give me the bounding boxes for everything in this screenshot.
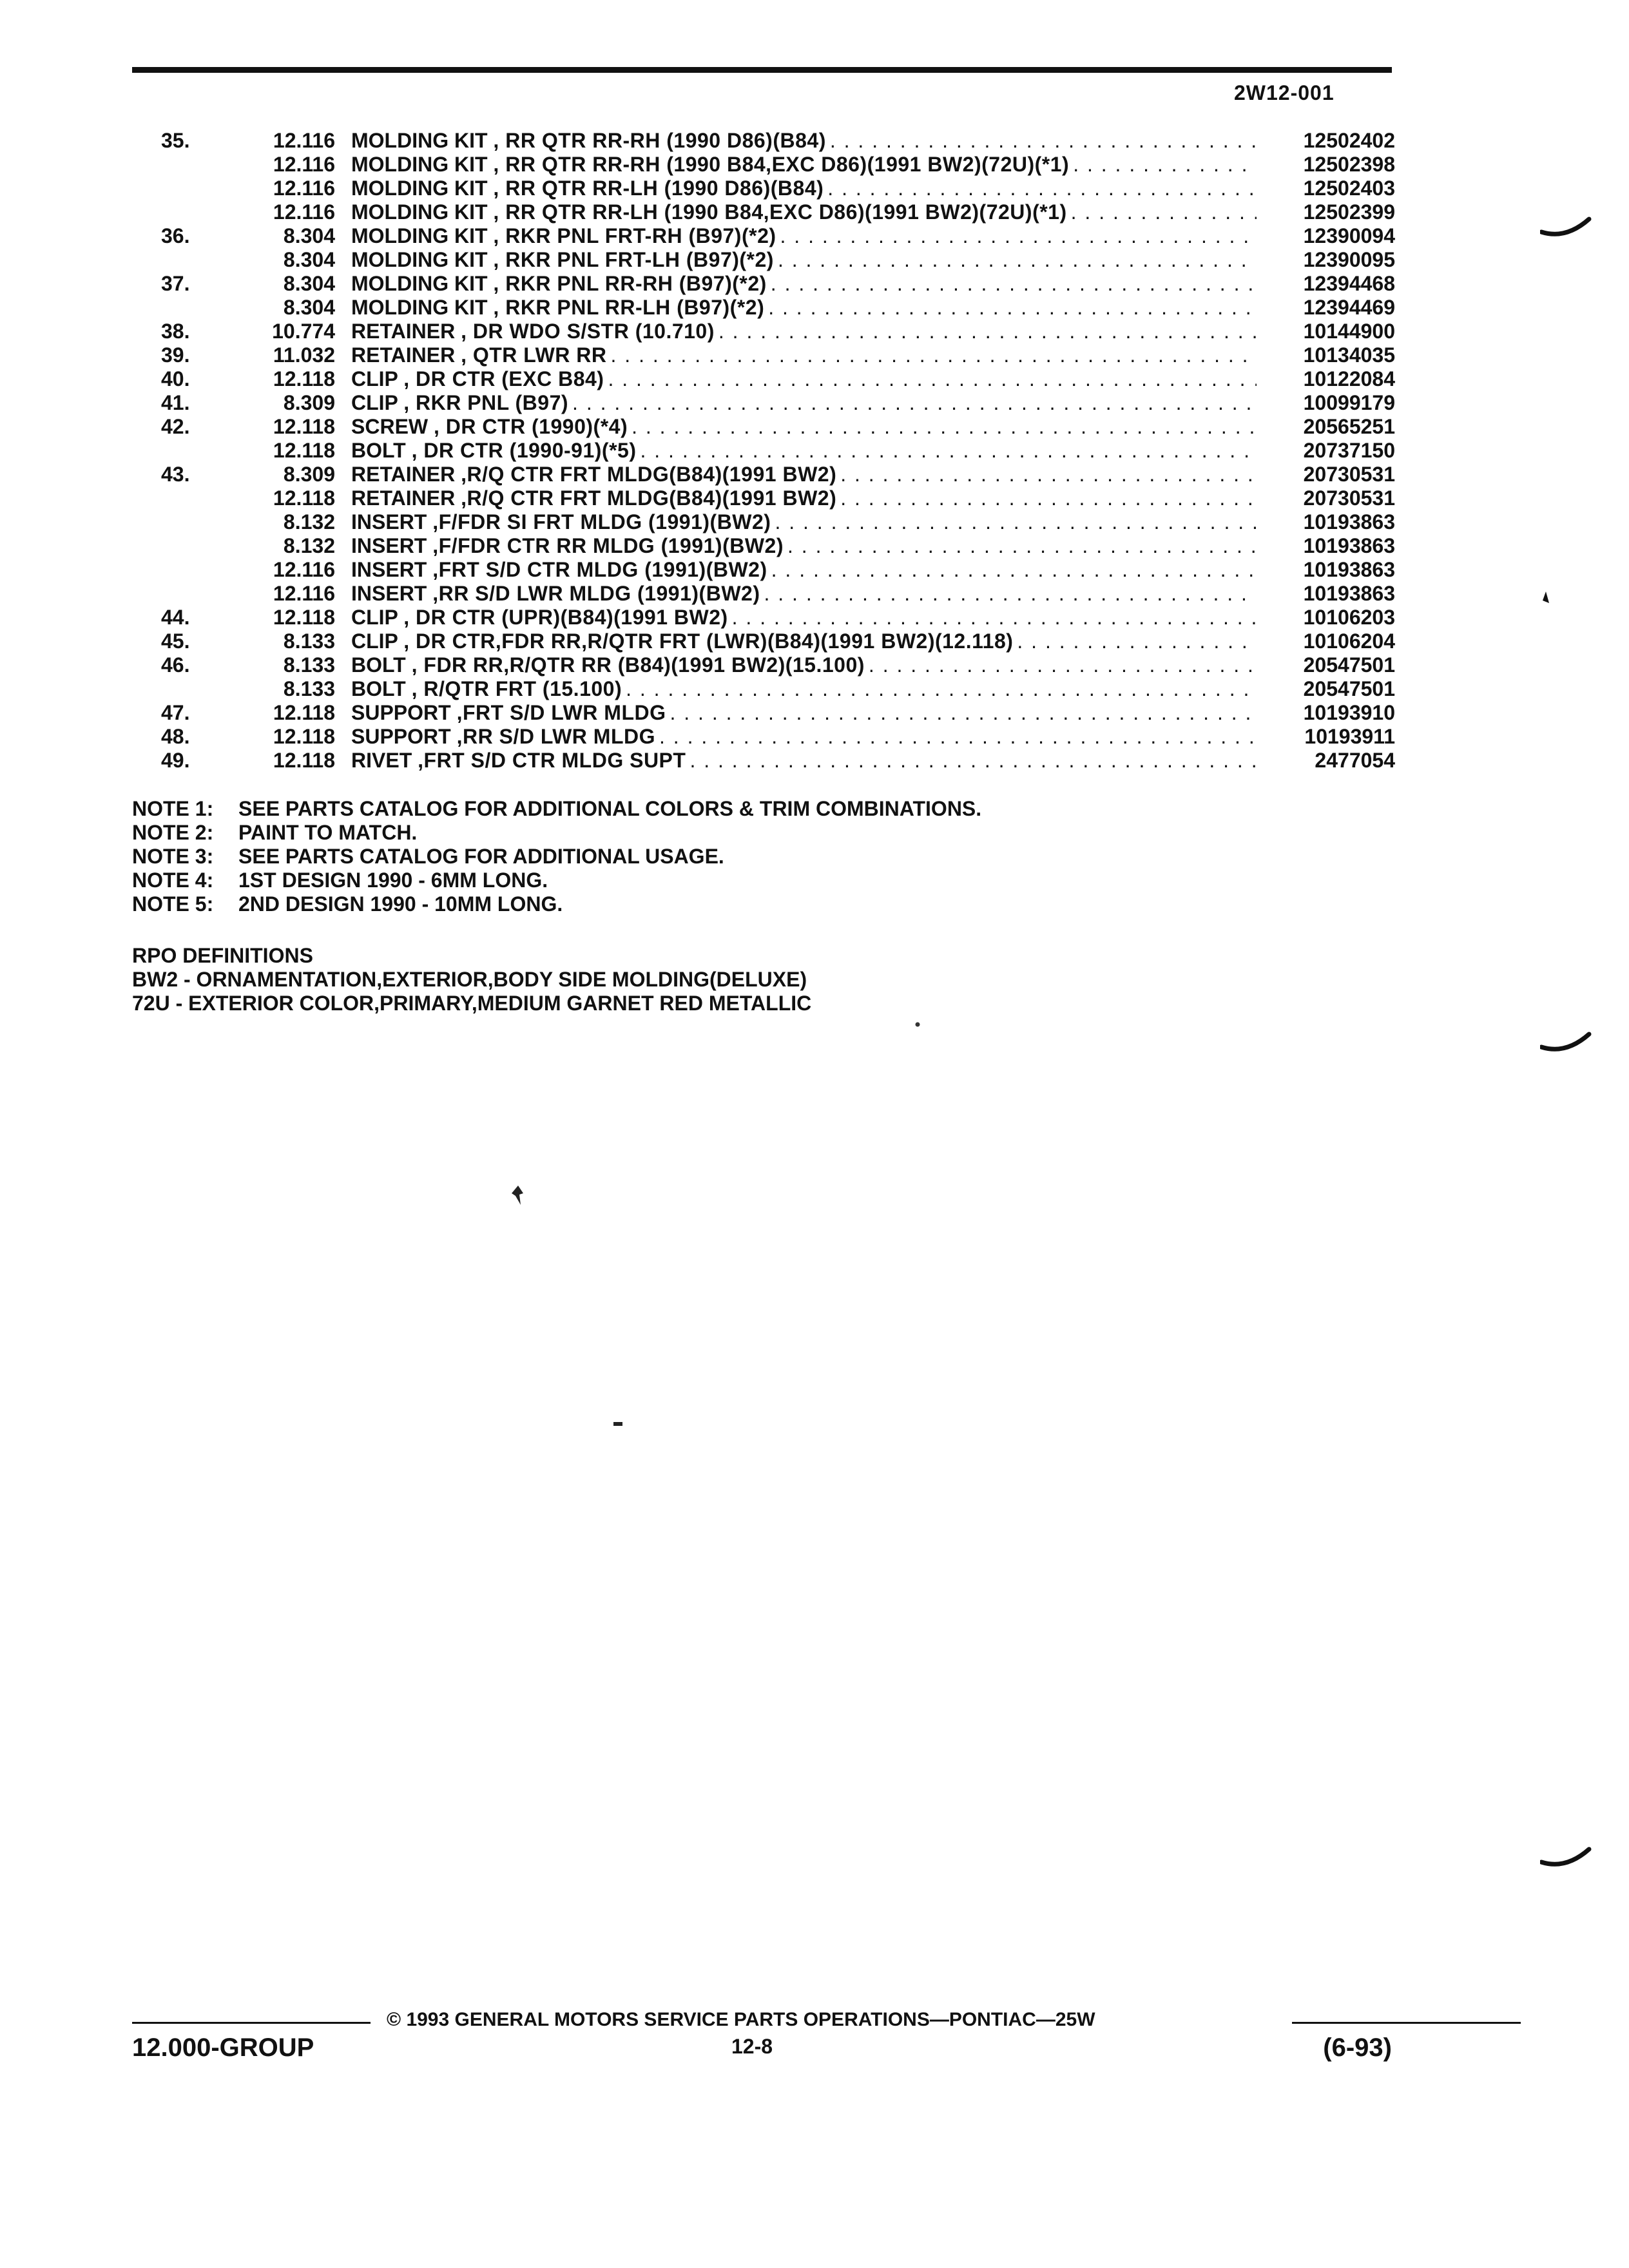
parts-row: [161, 200, 1395, 224]
parts-row: [161, 677, 1395, 701]
part-spec: , DR CTR,FDR RR,R/QTR FRT (LWR)(B84)(1991 BW2)(12.118): [403, 629, 1014, 653]
part-number: 12502403: [1303, 177, 1395, 200]
footer-date: (6-93): [1323, 2033, 1392, 2062]
parts-row: [161, 558, 1395, 582]
note-line: [132, 869, 981, 892]
description: [351, 272, 1257, 296]
part-spec: ,FRT S/D CTR MLDG (1991)(BW2): [432, 558, 767, 581]
description: [351, 486, 1257, 510]
binder-mark-icon: [1540, 1843, 1592, 1875]
part-spec: , RKR PNL RR-LH (B97)(*2): [493, 296, 765, 319]
part-name: BOLT: [351, 653, 406, 677]
parts-row: [161, 510, 1395, 534]
group-number: 8.304: [283, 224, 335, 247]
part-number: 12502399: [1303, 200, 1395, 224]
note-line: [132, 845, 981, 869]
footer-group: 12.000-GROUP: [132, 2033, 314, 2062]
group-number: 8.133: [283, 629, 335, 653]
description: [351, 391, 1257, 415]
ref-number: 36.: [161, 224, 190, 247]
part-number: 12502398: [1303, 153, 1395, 176]
parts-row: [161, 653, 1395, 677]
part-spec: ,RR S/D LWR MLDG: [456, 725, 655, 748]
group-number: 12.118: [273, 367, 335, 390]
part-number: 20737150: [1303, 439, 1395, 462]
part-number: 10106204: [1303, 629, 1395, 653]
part-name: BOLT: [351, 439, 406, 462]
part-spec: , DR CTR (EXC B84): [403, 367, 604, 390]
description: [351, 725, 1257, 749]
parts-row: [161, 439, 1395, 463]
part-name: CLIP: [351, 367, 398, 390]
part-name: SUPPORT: [351, 725, 451, 748]
parts-row: [161, 749, 1395, 773]
note-line: [132, 892, 981, 916]
part-name: MOLDING KIT: [351, 153, 488, 176]
top-rule: [132, 67, 1392, 73]
group-number: 8.132: [283, 534, 335, 557]
group-number: 12.118: [273, 486, 335, 510]
part-spec: ,FRT S/D CTR MLDG SUPT: [418, 749, 686, 772]
note-label: NOTE 3:: [132, 845, 214, 868]
group-number: 12.116: [273, 153, 335, 176]
speck-icon: [1542, 591, 1550, 603]
description: [351, 606, 1257, 629]
footer-copyright: © 1993 GENERAL MOTORS SERVICE PARTS OPERATIONS—PONTIAC—25W: [387, 2009, 1095, 2030]
parts-row: [161, 629, 1395, 653]
parts-row: [161, 320, 1395, 343]
parts-row: [161, 701, 1395, 725]
note-line: [132, 821, 981, 845]
description: [351, 343, 1257, 367]
group-number: 12.118: [273, 725, 335, 748]
ref-number: 38.: [161, 320, 190, 343]
part-spec: ,F/FDR CTR RR MLDG (1991)(BW2): [432, 534, 784, 557]
group-number: 12.116: [273, 582, 335, 605]
part-name: MOLDING KIT: [351, 272, 488, 295]
part-spec: , DR CTR (1990)(*4): [434, 415, 628, 438]
parts-list: [161, 129, 1395, 773]
ref-number: 35.: [161, 129, 190, 152]
part-name: BOLT: [351, 677, 406, 700]
part-spec: , FDR RR,R/QTR RR (B84)(1991 BW2)(15.100): [411, 653, 865, 677]
part-name: RIVET: [351, 749, 412, 772]
part-number: 10193863: [1303, 558, 1395, 581]
part-number: 10106203: [1303, 606, 1395, 629]
rpo-definition: BW2 - ORNAMENTATION,EXTERIOR,BODY SIDE MOLDING(DELUXE): [132, 968, 807, 991]
parts-row: [161, 296, 1395, 320]
part-number: 20547501: [1303, 677, 1395, 700]
part-number: 20730531: [1303, 486, 1395, 510]
description: [351, 153, 1257, 177]
group-number: 8.309: [283, 463, 335, 486]
description: [351, 558, 1257, 582]
note-text: SEE PARTS CATALOG FOR ADDITIONAL COLORS & TRIM COMBINATIONS.: [238, 797, 982, 820]
note-text: SEE PARTS CATALOG FOR ADDITIONAL USAGE.: [238, 845, 724, 868]
description: [351, 653, 1257, 677]
ref-number: 49.: [161, 749, 190, 772]
rpo-title: RPO DEFINITIONS: [132, 944, 313, 967]
part-name: RETAINER: [351, 343, 456, 367]
part-number: 10134035: [1303, 343, 1395, 367]
part-spec: ,RR S/D LWR MLDG (1991)(BW2): [432, 582, 760, 605]
footer-rule-left: [132, 2022, 371, 2024]
note-line: [132, 797, 981, 821]
note-label: NOTE 4:: [132, 869, 214, 892]
rpo-definition: 72U - EXTERIOR COLOR,PRIMARY,MEDIUM GARNET RED METALLIC: [132, 992, 812, 1015]
note-label: NOTE 1:: [132, 797, 214, 820]
part-spec: ,F/FDR SI FRT MLDG (1991)(BW2): [432, 510, 771, 533]
part-spec: ,R/Q CTR FRT MLDG(B84)(1991 BW2): [461, 463, 837, 486]
part-number: 12394469: [1303, 296, 1395, 319]
ref-number: 44.: [161, 606, 190, 629]
part-name: SUPPORT: [351, 701, 451, 724]
note-text: 2ND DESIGN 1990 - 10MM LONG.: [238, 892, 563, 916]
part-number: 12394468: [1303, 272, 1395, 295]
note-label: NOTE 2:: [132, 821, 214, 844]
group-number: 8.309: [283, 391, 335, 414]
part-spec: , RR QTR RR-LH (1990 B84,EXC D86)(1991 BW2)(72U)(*1): [493, 200, 1067, 224]
parts-row: [161, 534, 1395, 558]
speck-icon: [613, 1422, 622, 1426]
description: [351, 510, 1257, 534]
group-number: 12.116: [273, 129, 335, 152]
parts-row: [161, 367, 1395, 391]
description: [351, 582, 1257, 606]
group-number: 8.132: [283, 510, 335, 533]
part-name: CLIP: [351, 391, 398, 414]
part-number: 10122084: [1303, 367, 1395, 390]
group-number: 12.118: [273, 701, 335, 724]
parts-row: [161, 177, 1395, 200]
description: [351, 129, 1257, 153]
description: [351, 200, 1257, 224]
speck-icon: [915, 1022, 920, 1027]
part-name: SCREW: [351, 415, 429, 438]
rpo-section: [132, 944, 811, 1015]
part-number: 10193863: [1303, 534, 1395, 557]
binder-mark-icon: [1540, 1028, 1592, 1060]
part-number: 2477054: [1315, 749, 1395, 772]
ref-number: 46.: [161, 653, 190, 677]
parts-row: [161, 343, 1395, 367]
part-name: MOLDING KIT: [351, 129, 488, 152]
group-number: 12.116: [273, 558, 335, 581]
description: [351, 415, 1257, 439]
group-number: 12.118: [273, 415, 335, 438]
part-name: INSERT: [351, 510, 427, 533]
group-number: 11.032: [273, 343, 335, 367]
part-name: MOLDING KIT: [351, 200, 488, 224]
part-name: MOLDING KIT: [351, 224, 488, 247]
ref-number: 37.: [161, 272, 190, 295]
ref-number: 40.: [161, 367, 190, 390]
description: [351, 177, 1257, 200]
note-text: PAINT TO MATCH.: [238, 821, 418, 844]
part-number: 10193863: [1303, 510, 1395, 533]
description: [351, 463, 1257, 486]
part-number: 20547501: [1303, 653, 1395, 677]
group-number: 8.304: [283, 248, 335, 271]
part-name: MOLDING KIT: [351, 296, 488, 319]
part-number: 10193863: [1303, 582, 1395, 605]
ref-number: 47.: [161, 701, 190, 724]
parts-row: [161, 415, 1395, 439]
part-spec: ,FRT S/D LWR MLDG: [456, 701, 666, 724]
footer-rule-right: [1292, 2022, 1521, 2024]
note-label: NOTE 5:: [132, 892, 214, 916]
ref-number: 45.: [161, 629, 190, 653]
part-number: 10193910: [1303, 701, 1395, 724]
description: [351, 320, 1257, 343]
parts-row: [161, 463, 1395, 486]
ref-number: 41.: [161, 391, 190, 414]
description: [351, 248, 1257, 272]
description: [351, 629, 1257, 653]
group-number: 8.304: [283, 296, 335, 319]
part-name: RETAINER: [351, 463, 456, 486]
ref-number: 43.: [161, 463, 190, 486]
ref-number: 48.: [161, 725, 190, 748]
group-number: 12.116: [273, 200, 335, 224]
group-number: 12.116: [273, 177, 335, 200]
part-spec: , DR CTR (1990-91)(*5): [411, 439, 637, 462]
group-number: 12.118: [273, 439, 335, 462]
parts-row: [161, 486, 1395, 510]
parts-row: [161, 606, 1395, 629]
description: [351, 677, 1257, 701]
part-number: 10099179: [1303, 391, 1395, 414]
part-spec: , RKR PNL RR-RH (B97)(*2): [493, 272, 767, 295]
parts-row: [161, 224, 1395, 248]
part-spec: , RR QTR RR-LH (1990 D86)(B84): [493, 177, 824, 200]
parts-row: [161, 248, 1395, 272]
description: [351, 439, 1257, 463]
part-number: 12390094: [1303, 224, 1395, 247]
notes-section: [132, 797, 981, 916]
part-name: INSERT: [351, 534, 427, 557]
part-number: 20730531: [1303, 463, 1395, 486]
page-code: 2W12-001: [1234, 81, 1335, 104]
part-number: 12390095: [1303, 248, 1395, 271]
ref-number: 39.: [161, 343, 190, 367]
description: [351, 367, 1257, 391]
part-spec: , DR CTR (UPR)(B84)(1991 BW2): [403, 606, 728, 629]
group-number: 10.774: [272, 320, 335, 343]
part-spec: , QTR LWR RR: [461, 343, 607, 367]
description: [351, 701, 1257, 725]
parts-row: [161, 391, 1395, 415]
part-spec: , RKR PNL FRT-LH (B97)(*2): [493, 248, 774, 271]
part-name: INSERT: [351, 582, 427, 605]
part-name: INSERT: [351, 558, 427, 581]
part-spec: , RR QTR RR-RH (1990 D86)(B84): [493, 129, 826, 152]
part-number: 20565251: [1303, 415, 1395, 438]
footer-page-number: 12-8: [731, 2035, 773, 2058]
group-number: 12.118: [273, 749, 335, 772]
parts-row: [161, 272, 1395, 296]
description: [351, 296, 1257, 320]
part-name: MOLDING KIT: [351, 248, 488, 271]
part-spec: , DR WDO S/STR (10.710): [461, 320, 715, 343]
group-number: 8.304: [283, 272, 335, 295]
part-number: 12502402: [1303, 129, 1395, 152]
part-name: RETAINER: [351, 486, 456, 510]
parts-row: [161, 153, 1395, 177]
part-number: 10144900: [1303, 320, 1395, 343]
parts-row: [161, 582, 1395, 606]
parts-row: [161, 129, 1395, 153]
note-text: 1ST DESIGN 1990 - 6MM LONG.: [238, 869, 548, 892]
part-name: MOLDING KIT: [351, 177, 488, 200]
part-name: CLIP: [351, 629, 398, 653]
part-spec: , RKR PNL (B97): [403, 391, 569, 414]
part-number: 10193911: [1304, 725, 1395, 748]
speck-icon: [510, 1186, 526, 1205]
description: [351, 224, 1257, 248]
part-spec: , RKR PNL FRT-RH (B97)(*2): [493, 224, 776, 247]
part-name: CLIP: [351, 606, 398, 629]
description: [351, 534, 1257, 558]
parts-row: [161, 725, 1395, 749]
binder-mark-icon: [1540, 213, 1592, 245]
part-spec: , R/QTR FRT (15.100): [411, 677, 622, 700]
group-number: 8.133: [283, 653, 335, 677]
group-number: 8.133: [283, 677, 335, 700]
page-footer: [132, 2009, 1392, 2067]
part-spec: ,R/Q CTR FRT MLDG(B84)(1991 BW2): [461, 486, 837, 510]
ref-number: 42.: [161, 415, 190, 438]
description: [351, 749, 1257, 773]
group-number: 12.118: [273, 606, 335, 629]
part-spec: , RR QTR RR-RH (1990 B84,EXC D86)(1991 BW2)(72U)(*1): [493, 153, 1070, 176]
part-name: RETAINER: [351, 320, 456, 343]
